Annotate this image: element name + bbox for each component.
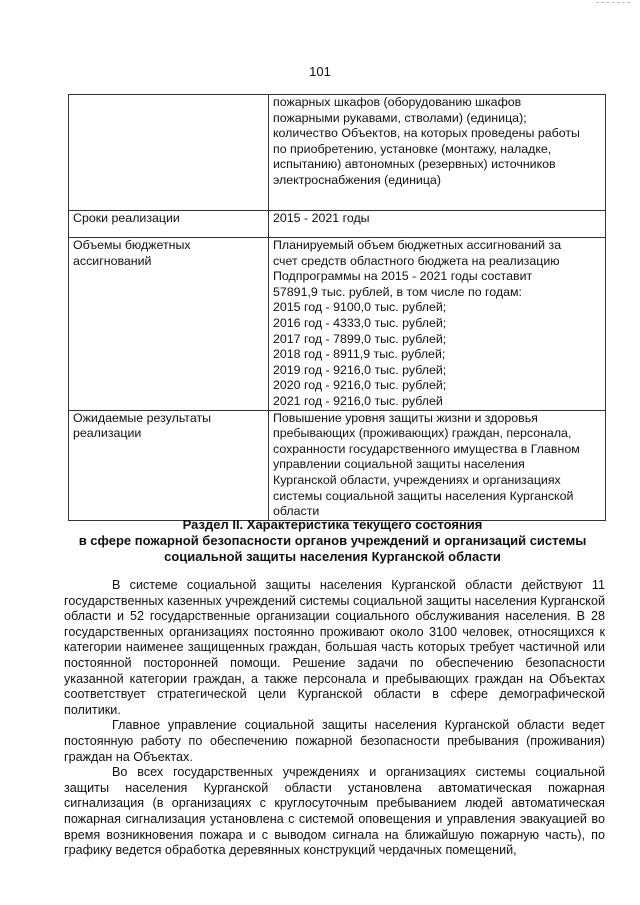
cell-line: Планируемый объем бюджетных ассигнований за bbox=[273, 238, 562, 252]
cell-line: 2019 год - 9216,0 тыс. рублей; bbox=[273, 362, 447, 377]
cell-line: 2018 год - 8911,9 тыс. рублей; bbox=[273, 347, 446, 362]
cell-line: 2015 год - 9100,0 тыс. рублей; bbox=[273, 300, 447, 315]
table-row bbox=[69, 95, 606, 211]
paragraph: В системе социальной защиты населения Курганской области действуют 11 государственных казенных учреждений системы социальной защиты населения Курганской области и 52 государственные организации социального обслуживания населения. В 28 государственных организациях постоянно проживают около 3100 человек, относящихся к категории наименее защищенных граждан, большая часть которых требует частичной или постоянной посторонней помощи. Решение задачи по обеспечению безопасности указанной категории граждан, а также персонала и пребывающих граждан на Объектах соответствует стратегической цели Курганской области в сфере демографической политики. bbox=[64, 578, 605, 717]
section-body bbox=[64, 578, 605, 859]
cell-line: области bbox=[273, 504, 320, 519]
cell-line: системы социальной защиты населения Курганской bbox=[273, 488, 574, 503]
scan-corner-mark bbox=[596, 2, 630, 4]
table-cell-value bbox=[269, 238, 606, 411]
cell-line: 2015 - 2021 годы bbox=[273, 211, 370, 225]
cell-line: пожарных шкафов (оборудованию шкафов bbox=[273, 95, 522, 109]
table-cell-value bbox=[269, 95, 606, 211]
table-cell-label bbox=[69, 211, 269, 238]
cell-line: счет средств областного бюджета на реализацию bbox=[273, 253, 560, 268]
subprogram-passport-table bbox=[68, 94, 606, 521]
cell-line: 2016 год - 4333,0 тыс. рублей; bbox=[273, 315, 447, 330]
cell-line: 2021 год - 9216,0 тыс. рублей bbox=[273, 393, 443, 408]
table-row bbox=[69, 410, 606, 520]
table-row bbox=[69, 211, 606, 238]
cell-line: 2017 год - 7899,0 тыс. рублей; bbox=[273, 331, 447, 346]
cell-line: 57891,9 тыс. рублей, в том числе по годам: bbox=[273, 284, 522, 299]
table-cell-value bbox=[269, 211, 606, 238]
cell-line: реализации bbox=[73, 426, 142, 441]
table-cell-label bbox=[69, 410, 269, 520]
table-cell-label bbox=[69, 238, 269, 411]
cell-line: ассигнований bbox=[73, 253, 152, 268]
heading-line: Раздел II. Характеристика текущего состояния bbox=[182, 517, 483, 532]
page-number: 101 bbox=[309, 64, 331, 79]
cell-line: Курганской области, учреждениях и организациях bbox=[273, 472, 561, 487]
cell-line: Объемы бюджетных bbox=[73, 238, 191, 252]
cell-line: 2020 год - 9216,0 тыс. рублей; bbox=[273, 378, 447, 393]
cell-line: по приобретению, установке (монтажу, наладке, bbox=[273, 141, 552, 156]
cell-line: электроснабжения (единица) bbox=[273, 172, 441, 187]
cell-line: Повышение уровня защиты жизни и здоровья bbox=[273, 410, 538, 425]
cell-line: Сроки реализации bbox=[73, 211, 180, 225]
table-row bbox=[69, 238, 606, 411]
cell-line: управлении социальной защиты населения bbox=[273, 457, 525, 472]
cell-line: Ожидаемые результаты bbox=[73, 410, 212, 425]
heading-line: социальной защиты населения Курганской области bbox=[164, 549, 501, 564]
cell-line: испытанию) автономных (резервных) источников bbox=[273, 157, 556, 172]
heading-line: в сфере пожарной безопасности органов учреждений и организаций системы bbox=[78, 533, 587, 548]
cell-line: сохранности государственного имущества в Главном bbox=[273, 441, 580, 456]
table-cell-value bbox=[269, 410, 606, 520]
cell-line: количество Объектов, на которых проведены работы bbox=[273, 126, 580, 141]
cell-line: пожарными рукавами, стволами) (единица); bbox=[273, 110, 527, 125]
cell-line: Подпрограммы на 2015 - 2021 годы составит bbox=[273, 269, 533, 284]
paragraph: Главное управление социальной защиты населения Курганской области ведет постоянную работу по обеспечению пожарной безопасности пребывания (проживания) граждан на Объектах. bbox=[64, 718, 605, 764]
section-heading bbox=[60, 517, 605, 565]
paragraph: Во всех государственных учреждениях и организациях системы социальной защиты населения Курганской области установлена автоматическая пожарная сигнализация (в организациях с круглосуточным пребыванием людей автоматическая пожарная сигнализация установлена с системой оповещения и управления эвакуацией во время возникновения пожара и с выводом сигнала на ближайшую пожарную часть), по графику ведется обработка деревянных конструкций чердачных помещений, bbox=[64, 765, 605, 858]
cell-line: пребывающих (проживающих) граждан, персонала, bbox=[273, 426, 572, 441]
table-cell-label bbox=[69, 95, 269, 211]
